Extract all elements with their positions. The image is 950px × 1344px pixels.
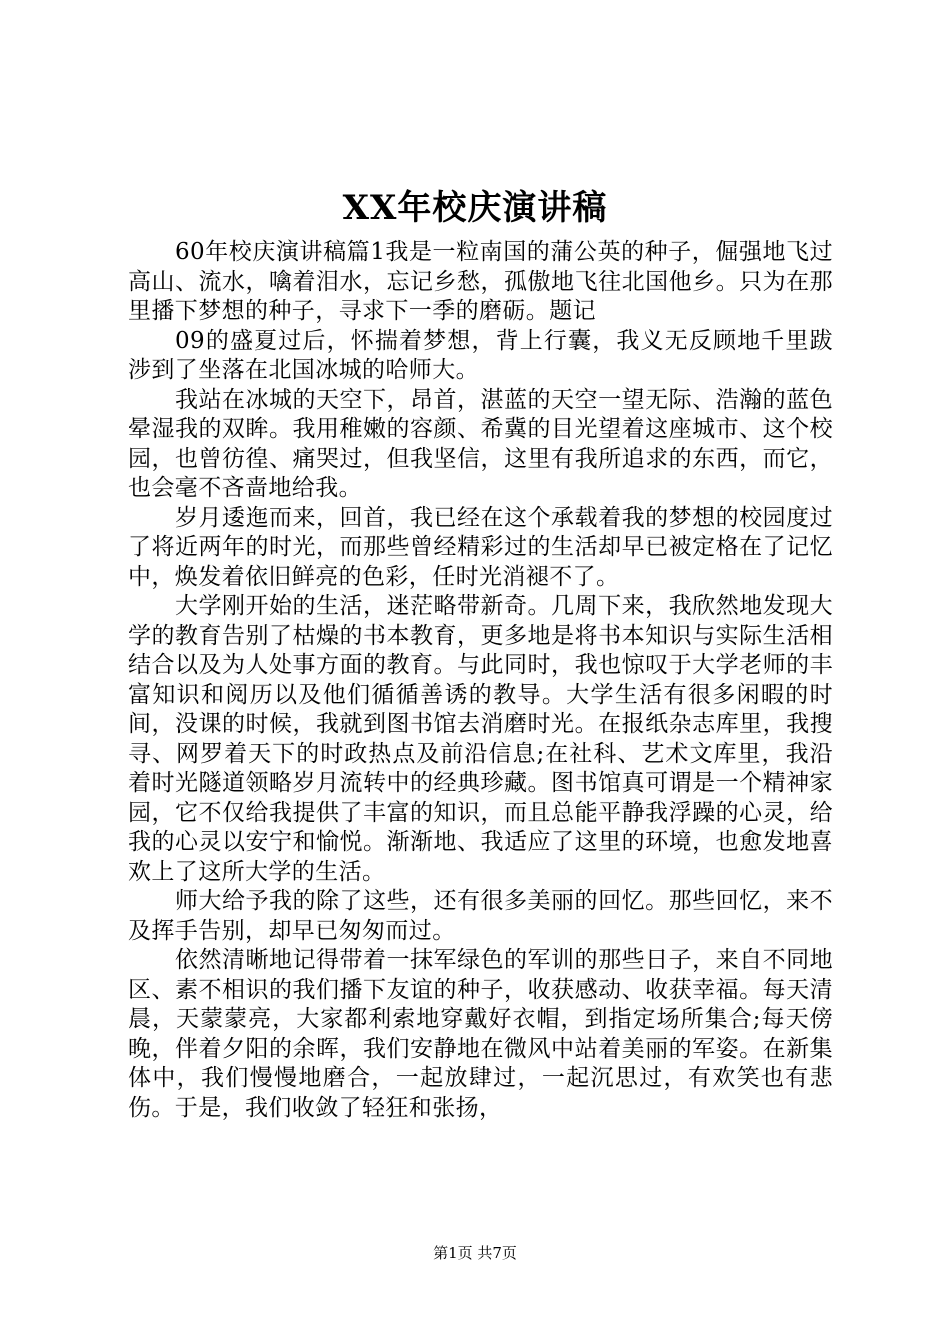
paragraph: 大学刚开始的生活，迷茫略带新奇。几周下来，我欣然地发现大学的教育告别了枯燥的书本教育，更多地是将书本知识与实际生活相结合以及为人处事方面的教育。与此同时，我也惊叹于大学老师的丰富知识和阅历以及他们循循善诱的教导。大学生活有很多闲暇的时间，没课的时候，我就到图书馆去消磨时光。在报纸杂志库里，我搜寻、网罗着天下的时政热点及前沿信息;在社科、艺术文库里，我沿着时光隧道领略岁月流转中的经典珍藏。图书馆真可谓是一个精神家园，它不仅给我提供了丰富的知识，而且总能平静我浮躁的心灵，给我的心灵以安宁和愉悦。渐渐地、我适应了这里的环境，也愈发地喜欢上了这所大学的生活。 xyxy=(128,593,833,885)
page-number-footer: 第1页 共7页 xyxy=(433,1244,517,1262)
document-body xyxy=(128,238,833,1123)
paragraph: 依然清晰地记得带着一抹军绿色的军训的那些日子，来自不同地区、素不相识的我们播下友谊的种子，收获感动、收获幸福。每天清晨，天蒙蒙亮，大家都利索地穿戴好衣帽，到指定场所集合;每天傍晚，伴着夕阳的余晖，我们安静地在微风中站着美丽的军姿。在新集体中，我们慢慢地磨合，一起放肆过，一起沉思过，有欢笑也有悲伤。于是，我们收敛了轻狂和张扬， xyxy=(128,947,833,1121)
paragraph: 09的盛夏过后，怀揣着梦想，背上行囊，我义无反顾地千里跋涉到了坐落在北国冰城的哈师大。 xyxy=(128,327,833,383)
document-title: XX年校庆演讲稿 xyxy=(342,188,608,228)
paragraph: 我站在冰城的天空下，昂首，湛蓝的天空一望无际、浩瀚的蓝色晕湿我的双眸。我用稚嫩的容颜、希冀的目光望着这座城市、这个校园，也曾彷徨、痛哭过，但我坚信，这里有我所追求的东西，而它，也会毫不吝啬地给我。 xyxy=(128,386,833,501)
paragraph: 60年校庆演讲稿篇1我是一粒南国的蒲公英的种子，倔强地飞过高山、流水，噙着泪水，忘记乡愁，孤傲地飞往北国他乡。只为在那里播下梦想的种子，寻求下一季的磨砺。题记 xyxy=(128,239,833,324)
paragraph: 师大给予我的除了这些，还有很多美丽的回忆。那些回忆，来不及挥手告别，却早已匆匆而过。 xyxy=(128,888,833,944)
paragraph: 岁月逶迤而来，回首，我已经在这个承载着我的梦想的校园度过了将近两年的时光，而那些曾经精彩过的生活却早已被定格在了记忆中，焕发着依旧鲜亮的色彩，任时光消褪不了。 xyxy=(128,504,833,590)
